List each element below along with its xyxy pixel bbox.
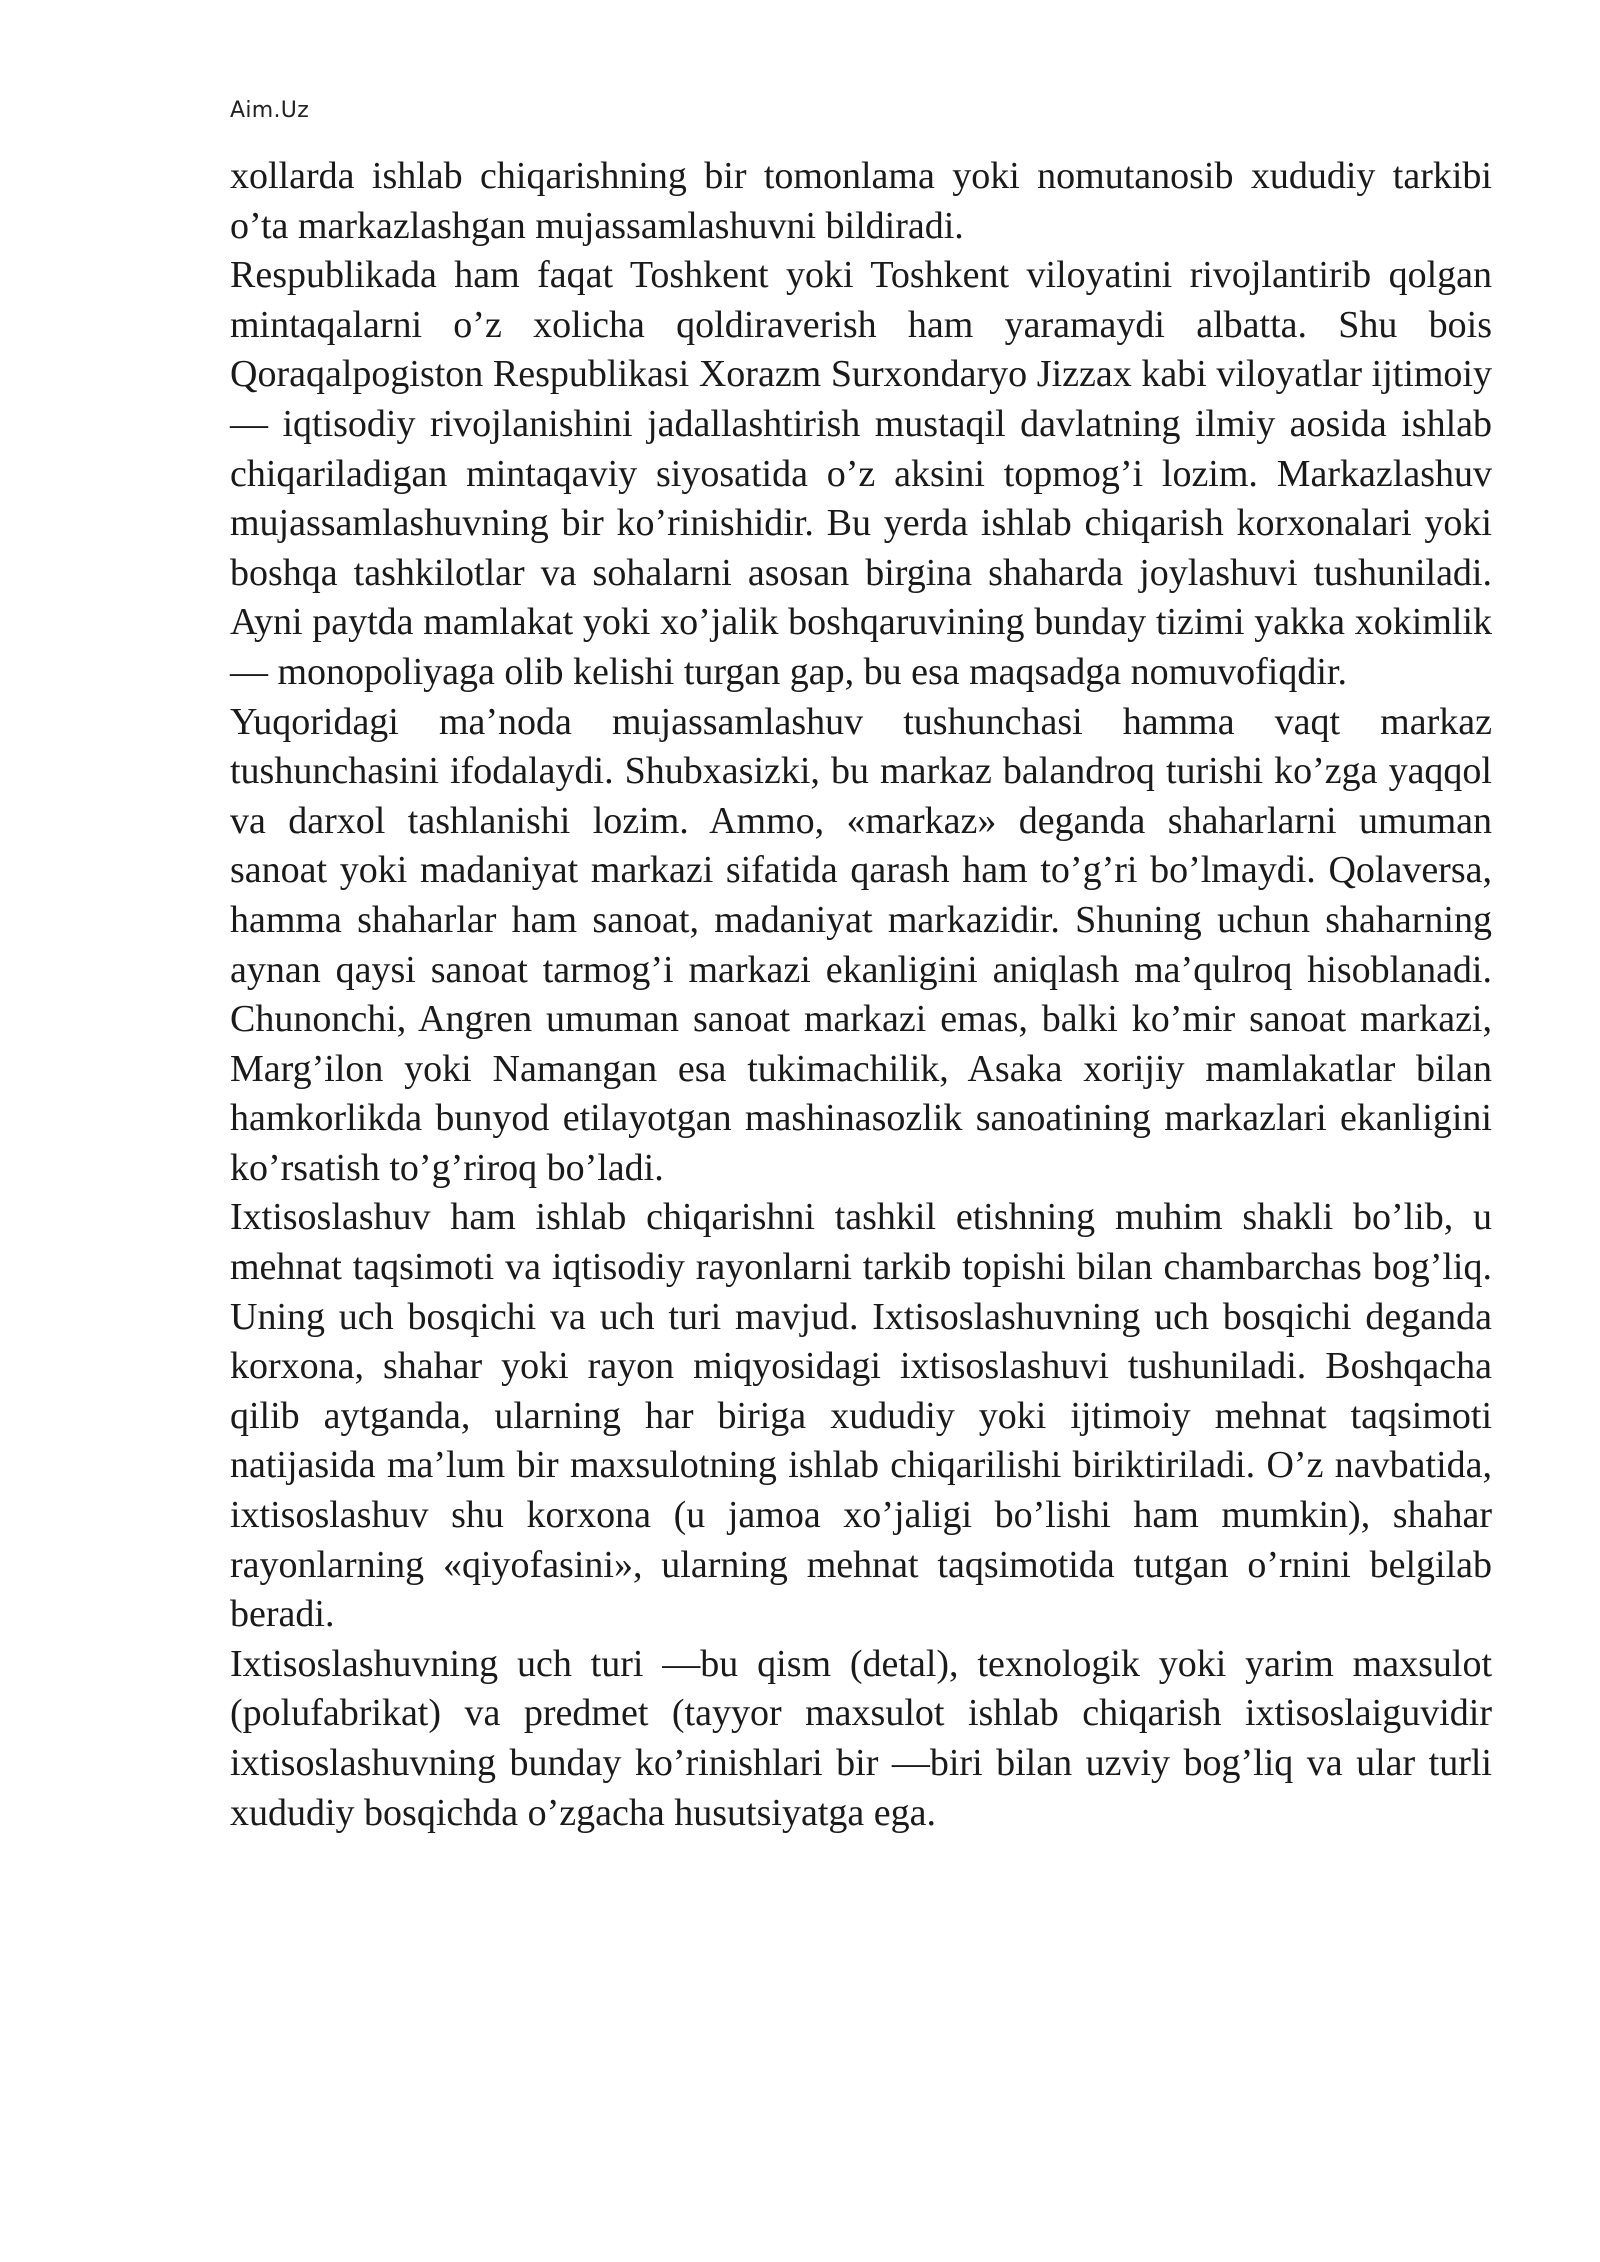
paragraph-5: Ixtisoslashuvning uch turi —bu qism (detal), texnologik yoki yarim maxsulot (polufabrikat) va predmet (tayyor maxsulot ishlab chiqarish ixtisoslaiguvidir ixtisoslashuvning bunday ko’rinishlari bir —biri bilan uzviy bog’liq va ular turli xududiy bosqichda o’zgacha husutsiyatga ega. [230, 1642, 1492, 1834]
paragraph-1: xollarda ishlab chiqarishning bir tomonlama yoki nomutanosib xududiy tarkibi o’ta markazlashgan mujassamlashuvni bildiradi. [230, 155, 1492, 247]
paragraph-2: Respublikada ham faqat Toshkent yoki Toshkent viloyatini rivojlantirib qolgan mintaqalarni o’z xolicha qoldiraverish ham yaramaydi albatta. Shu bois Qoraqalpogiston Respublikasi Xorazm Surxondaryo Jizzax kabi viloyatlar ijtimoiy — iqtisodiy rivojlanishini jadallashtirish mustaqil davlatning ilmiy aosida ishlab chiqariladigan mintaqaviy siyosatida o’z aksini topmog’i lozim. Markazlashuv mujassamlashuvning bir ko’rinishidir. Bu yerda ishlab chiqarish korxonalari yoki boshqa tashkilotlar va sohalarni asosan birgina shaharda joylashuvi tushuniladi. Ayni paytda mamlakat yoki xo’jalik boshqaruvining bunday tizimi yakka xokimlik — monopoliyaga olib kelishi turgan gap, bu esa maqsadga nomuvofiqdir. [230, 254, 1492, 693]
paragraph-3: Yuqoridagi ma’noda mujassamlashuv tushunchasi hamma vaqt markaz tushunchasini ifodalaydi. Shubxasizki, bu markaz balandroq turishi ko’zga yaqqol va darxol tashlanishi lozim. Ammo, «markaz» deganda shaharlarni umuman sanoat yoki madaniyat markazi sifatida qarash ham to’g’ri bo’lmaydi. Qolaversa, hamma shaharlar ham sanoat, madaniyat markazidir. Shuning uchun shaharning aynan qaysi sanoat tarmog’i markazi ekanligini aniqlash ma’qulroq hisoblanadi. Chunonchi, Angren umuman sanoat markazi emas, balki ko’mir sanoat markazi, Marg’ilon yoki Namangan esa tukimachilik, Asaka xorijiy mamlakatlar bilan hamkorlikda bunyod etilayotgan mashinasozlik sanoatining markazlari ekanligini ko’rsatish to’g’riroq bo’ladi. [230, 700, 1492, 1189]
paragraph-4: Ixtisoslashuv ham ishlab chiqarishni tashkil etishning muhim shakli bo’lib, u mehnat taqsimoti va iqtisodiy rayonlarni tarkib topishi bilan chambarchas bog’liq. Uning uch bosqichi va uch turi mavjud. Ixtisoslashuvning uch bosqichi deganda korxona, shahar yoki rayon miqyosidagi ixtisoslashuvi tushuniladi. Boshqacha qilib aytganda, ularning har biriga xududiy yoki ijtimoiy mehnat taqsimoti natijasida ma’lum bir maxsulotning ishlab chiqarilishi biriktiriladi. O’z navbatida, ixtisoslashuv shu korxona (u jamoa xo’jaligi bo’lishi ham mumkin), shahar rayonlarning «qiyofasini», ularning mehnat taqsimotida tutgan o’rnini belgilab beradi. [230, 1196, 1492, 1636]
page-header-label: Aim.Uz [230, 98, 310, 123]
document-body [230, 152, 1492, 1838]
